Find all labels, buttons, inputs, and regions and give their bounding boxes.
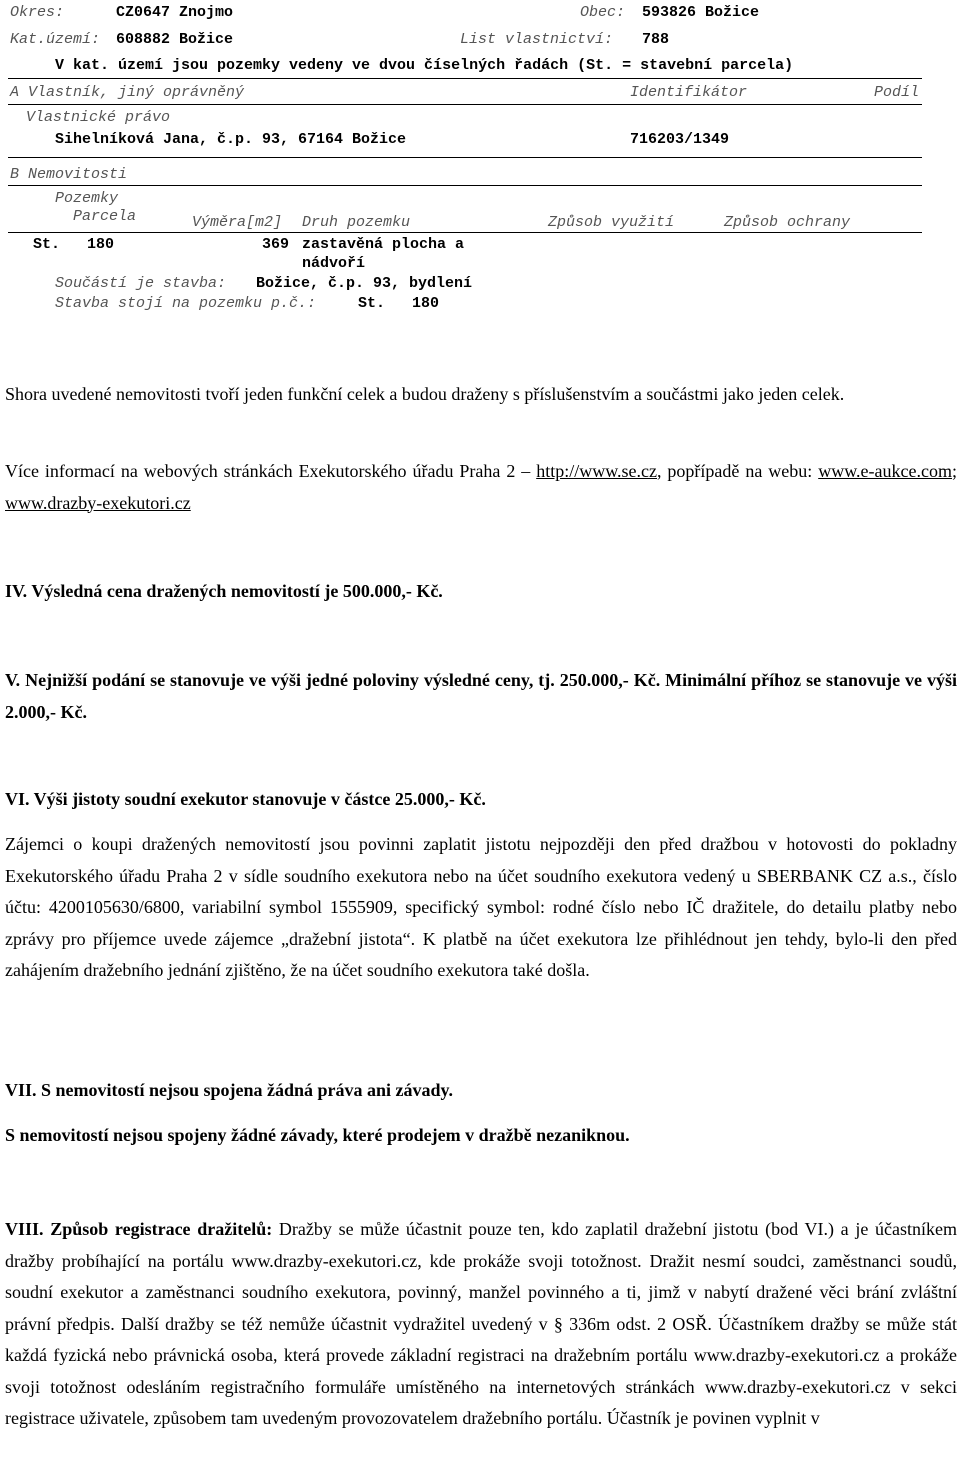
section-a-heading: A Vlastník, jiný oprávněný — [10, 84, 245, 101]
stavba-label: Stavba stojí na pozemku p.č.: — [55, 295, 317, 312]
ochrana-heading: Způsob ochrany — [724, 214, 851, 231]
parcel-type-cont: nádvoří — [302, 255, 366, 272]
owner-name: Sihelníková Jana, č.p. 93, 67164 Božice — [55, 131, 407, 148]
section-viii-body: Dražby se může účastnit pouze ten, kdo zaplatil dražební jistotu (bod VI.) a je účastníkem dražby probíhající na portálu www.drazby-exekutori.cz, kde prokáže svoji totožnost. Dražit nesmí soudci, zaměstnanci soudů, soudní exekutor a zaměstnanci soudního exekutora, povinný, manžel povinného a ti, jimž v nabytí dražené věci brání zvláštní právní předpis. Další dražby se též nemůže účastnit vydražitel uvedený v § 336m odst. 2 OSŘ. Účastníkem dražby se může stát každá fyzická nebo právnická osoba, která provede základní registraci na dražebním portálu www.drazby-exekutori.cz a prokáže svoji totožnost odesláním registračního formuláře umístěného na internetových stránkách www.drazby-exekutori.cz v sekci registrace uživatele, způsobem tam uvedeným provozovatelem dražebního portálu. Účastník je povinen vyplnit v — [5, 1219, 957, 1428]
lv-label: List vlastnictví: — [460, 31, 614, 48]
identifikator-heading: Identifikátor — [630, 84, 748, 101]
section-viii — [5, 1214, 957, 1435]
section-vii-2 — [5, 1120, 957, 1152]
section-iv-text: IV. Výsledná cena dražených nemovitostí je 500.000,- Kč. — [5, 581, 443, 601]
e-aukce-link[interactable]: www.e-aukce.com — [818, 461, 952, 481]
soucasti-value: Božice, č.p. 93, bydlení — [256, 275, 473, 292]
extract-note: V kat. území jsou pozemky vedeny ve dvou číselných řadách (St. = stavební parcela) — [55, 57, 794, 74]
vymera-heading: Výměra[m2] — [192, 214, 283, 231]
pozemky-label: Pozemky — [55, 190, 119, 207]
section-vi-heading — [5, 784, 957, 816]
parcel-type: zastavěná plocha a — [302, 236, 465, 253]
vlastnicke-pravo-label: Vlastnické právo — [26, 109, 171, 126]
section-vi-body-text: Zájemci o koupi dražených nemovitostí jsou povinni zaplatit jistotu nejpozději den před dražbou v hotovosti do pokladny Exekutorského úřadu Praha 2 v sídle soudního exekutora nebo na účet soudního exekutora vedený u SBERBANK CZ a.s., číslo účtu: 4200105630/6800, variabilní symbol 1555909, specifický symbol: rodné číslo nebo IČ dražitele, do detailu platby nebo zprávy pro příjemce uvede zájemce „dražební jistota“. K platbě na účet exekutora lze přihlédnout jen tehdy, bylo-li den před zahájením dražebního jednání zjištěno, že na účet soudního exekutora také došla. — [5, 834, 957, 980]
divider — [8, 78, 922, 79]
parcel-area: 369 — [262, 236, 290, 253]
drazby-exekutori-link[interactable]: www.drazby-exekutori.cz — [5, 492, 191, 513]
okres-label: Okres: — [10, 4, 65, 21]
section-vi-body — [5, 829, 957, 987]
more-info-text-2: , popřípadě na webu: — [657, 461, 819, 481]
lv-value: 788 — [642, 31, 670, 48]
owner-id: 716203/1349 — [630, 131, 730, 148]
druh-heading: Druh pozemku — [302, 214, 411, 231]
paragraph-unit — [5, 379, 957, 411]
se-cz-link[interactable]: http://www.se.cz — [536, 461, 657, 481]
separator-text: ; — [951, 461, 957, 481]
more-info-text: Více informací na webových stránkách Exekutorského úřadu Praha 2 – — [5, 461, 537, 481]
section-vii-1 — [5, 1075, 957, 1107]
katuzemi-label: Kat.území: — [10, 31, 101, 48]
podil-heading: Podíl — [874, 84, 920, 101]
parcela-heading: Parcela — [73, 208, 137, 225]
soucasti-label: Součástí je stavba: — [55, 275, 227, 292]
section-vii-2-text: S nemovitostí nejsou spojeny žádné závady, které prodejem v dražbě nezaniknou. — [5, 1125, 630, 1145]
section-vii-1-text: VII. S nemovitostí nejsou spojena žádná práva ani závady. — [5, 1080, 454, 1100]
section-vi-text: VI. Výši jistoty soudní exekutor stanovuje v částce 25.000,- Kč. — [5, 789, 486, 809]
section-iv — [5, 576, 957, 608]
section-b-heading: B Nemovitosti — [10, 166, 128, 183]
okres-value: CZ0647 Znojmo — [116, 4, 234, 21]
vyuziti-heading: Způsob využití — [548, 214, 675, 231]
divider — [8, 104, 922, 105]
section-v-text: V. Nejnižší podání se stanovuje ve výši jedné poloviny výsledné ceny, tj. 250.000,- Kč. Minimální příhoz se stanovuje ve výši 2.000,- Kč. — [5, 670, 957, 722]
stavba-value: St. 180 — [358, 295, 440, 312]
divider — [8, 185, 922, 186]
parcel-number: St. 180 — [33, 236, 115, 253]
paragraph-more-info — [5, 456, 957, 519]
katuzemi-value: 608882 Božice — [116, 31, 234, 48]
obec-label: Obec: — [580, 4, 626, 21]
divider — [8, 232, 922, 233]
section-viii-heading: VIII. Způsob registrace dražitelů: — [5, 1219, 273, 1239]
paragraph-unit-text: Shora uvedené nemovitosti tvoří jeden funkční celek a budou draženy s příslušenstvím a součástmi jako jeden celek. — [5, 384, 845, 404]
section-v — [5, 665, 957, 728]
divider — [8, 157, 922, 158]
obec-value: 593826 Božice — [642, 4, 760, 21]
